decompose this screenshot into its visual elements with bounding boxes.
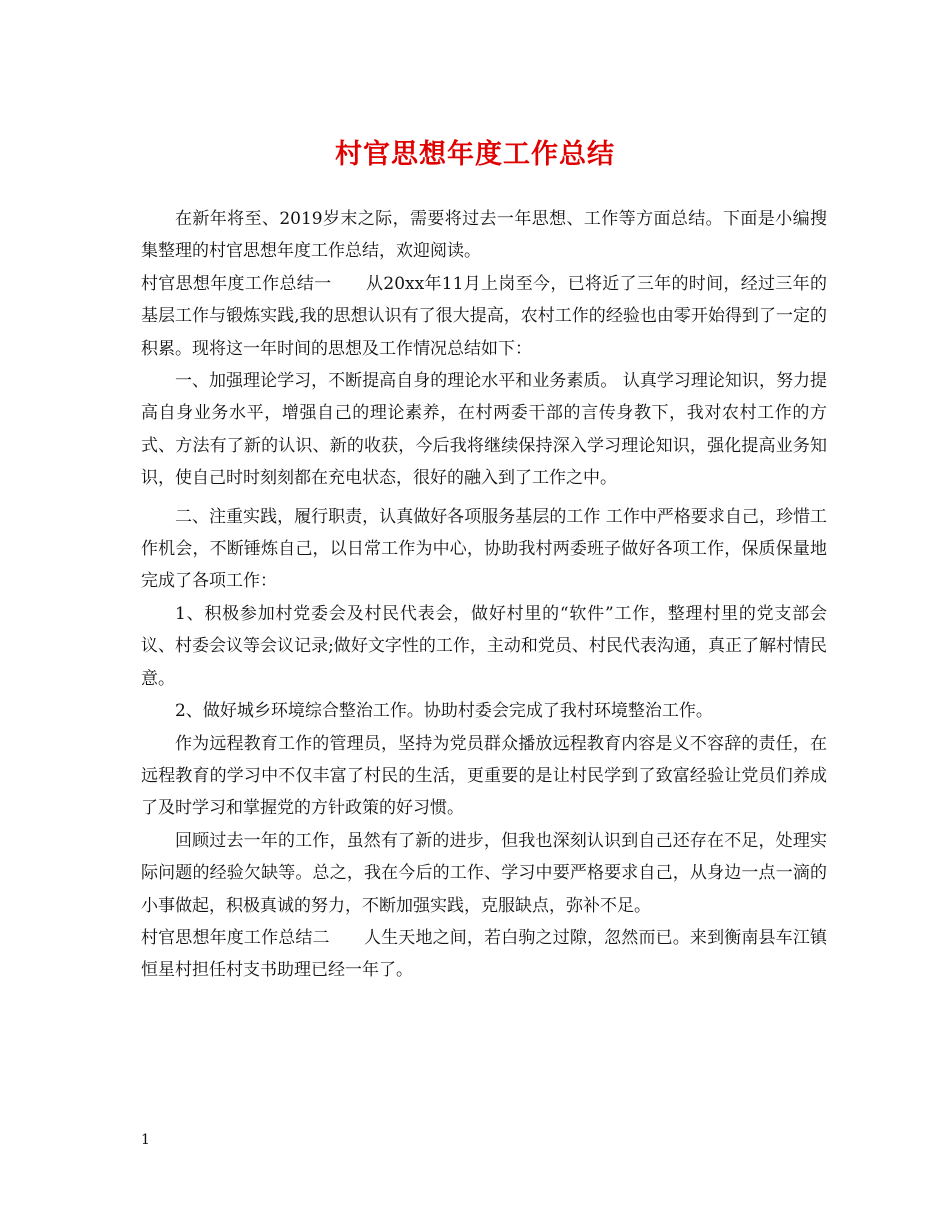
paragraph-remote-education: 作为远程教育工作的管理员，坚持为党员群众播放远程教育内容是义不容辞的责任，在远程教育的学习中不仅丰富了村民的生活，更重要的是让村民学到了致富经验让党员们养成了及时学习和掌握党的方针政策的好习惯。 xyxy=(141,733,827,819)
paragraph-intro: 在新年将至、2019岁末之际，需要将过去一年思想、工作等方面总结。下面是小编搜集整理的村官思想年度工作总结，欢迎阅读。 xyxy=(141,209,827,262)
paragraph-practice: 二、注重实践，履行职责，认真做好各项服务基层的工作 工作中严格要求自己，珍惜工作机会，不断锤炼自己，以日常工作为中心，协助我村两委班子做好各项工作，保质保量地完成了各项工作： xyxy=(141,506,827,592)
paragraph-review: 回顾过去一年的工作，虽然有了新的进步，但我也深刻认识到自己还存在不足，处理实际问题的经验欠缺等。总之，我在今后的工作、学习中要严格要求自己，从身边一点一滴的小事做起，积极真诚的努力，不断加强实践，克服缺点，弥补不足。 xyxy=(141,830,827,916)
paragraph-theory-study: 一、加强理论学习，不断提高自身的理论水平和业务素质。 认真学习理论知识，努力提高自身业务水平，增强自己的理论素养，在村两委干部的言传身教下，我对农村工作的方式、方法有了新的认识、新的收获，今后我将继续保持深入学习理论知识，强化提高业务知识，使自己时时刻刻都在充电状态，很好的融入到了工作之中。 xyxy=(141,371,827,489)
paragraph-item-one: 1、积极参加村党委会及村民代表会，做好村里的“软件”工作，整理村里的党支部会议、村委会议等会议记录;做好文字性的工作，主动和党员、村民代表沟通，真正了解村情民意。 xyxy=(141,603,827,689)
paragraph-summary-two-heading: 村官思想年度工作总结二 人生天地之间，若白驹之过隙，忽然而已。来到衡南县车江镇恒星村担任村支书助理已经一年了。 xyxy=(141,927,827,981)
page-number: 1 xyxy=(141,1132,150,1148)
document-title: 村官思想年度工作总结 xyxy=(335,139,615,170)
paragraph-item-two: 2、做好城乡环境综合整治工作。协助村委会完成了我村环境整治工作。 xyxy=(175,701,713,722)
document-body xyxy=(141,203,827,987)
paragraph-summary-one-heading: 村官思想年度工作总结一 从20xx年11月上岗至今，已将近了三年的时间，经过三年的基层工作与锻炼实践,我的思想认识有了很大提高，农村工作的经验也由零开始得到了一定的积累。现将这一年时间的思想及工作情况总结如下： xyxy=(141,273,827,359)
